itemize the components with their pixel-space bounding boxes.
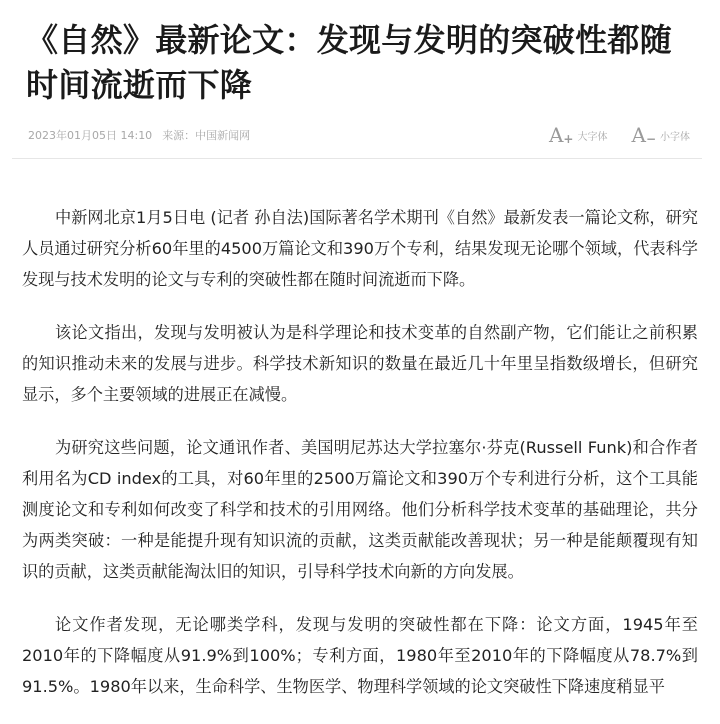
small-font-button[interactable]: [631, 124, 690, 146]
article-meta-bar: [12, 114, 702, 159]
font-decrease-icon: A: [631, 123, 646, 147]
article-paragraph: 中新网北京1月5日电 (记者 孙自法)国际著名学术期刊《自然》最新发表一篇论文称，研究人员通过研究分析60年里的4500万篇论文和390万个专利，结果发现无论哪个领域，代表科学发现与技术发明的论文与专利的突破性都在随时间流逝而下降。: [22, 208, 698, 289]
plus-icon: +: [563, 132, 574, 146]
article-paragraph: 为研究这些问题，论文通讯作者、美国明尼苏达大学拉塞尔·芬克(Russell Funk)和合作者利用名为CD index的工具，对60年里的2500万篇论文和390万个专利进行分析，这个工具能测度论文和专利如何改变了科学和技术的引用网络。他们分析科学技术变革的基础理论，共分为两类突破：一种是能提升现有知识流的贡献，这类贡献能改善现状；另一种是能颠覆现有知识的贡献，这类贡献能淘汰旧的知识，引导科学技术向新的方向发展。: [22, 438, 698, 581]
article-meta-info: [28, 127, 250, 143]
large-font-button[interactable]: [549, 124, 608, 146]
article-body: [22, 202, 698, 724]
article-source: 来源：中国新闻网: [162, 129, 251, 142]
publish-date: 2023年01月05日 14:10: [28, 129, 153, 142]
article-title: 《自然》最新论文：发现与发明的突破性都随时间流逝而下降: [26, 21, 673, 104]
article-paragraph: 该论文指出，发现与发明被认为是科学理论和技术变革的自然副产物，它们能让之前积累的知识推动未来的发展与进步。科学技术新知识的数量在最近几十年里呈指数级增长，但研究显示，多个主要领域的进展正在减慢。: [22, 323, 698, 404]
font-increase-icon: A: [548, 123, 564, 147]
article-paragraph: 论文作者发现，无论哪类学科，发现与发明的突破性都在下降：论文方面，1945年至2010年的下降幅度从91.9%到100%；专利方面，1980年至2010年的下降幅度从78.7%到91.5%。1980年以来，生命科学、生物医学、物理科学领域的论文突破性下降速度稍显平: [22, 615, 698, 696]
large-font-label: 大字体: [577, 132, 608, 143]
minus-icon: −: [645, 132, 656, 146]
font-size-controls: [525, 121, 690, 149]
small-font-label: 小字体: [660, 132, 690, 143]
